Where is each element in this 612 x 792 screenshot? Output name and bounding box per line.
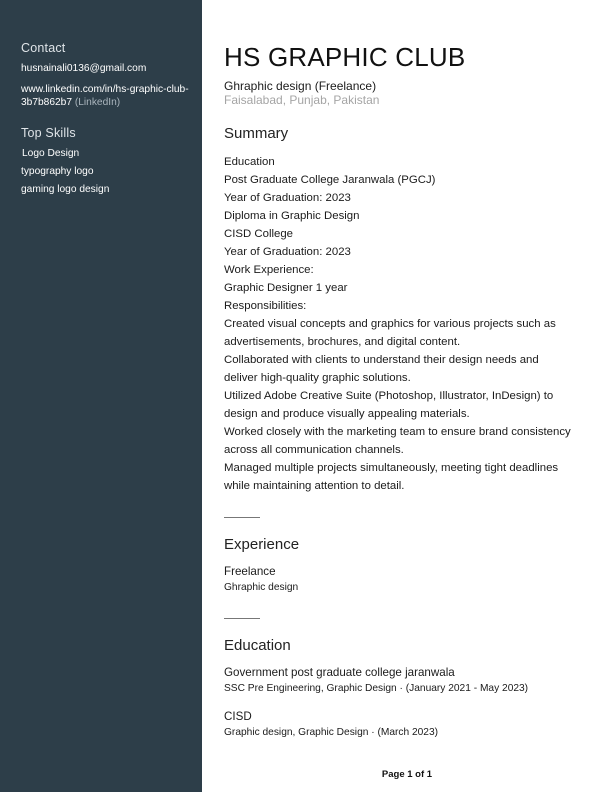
- skill-item: typography logo: [21, 166, 94, 177]
- summary-line: across all communication channels.: [224, 444, 404, 456]
- summary-body: [224, 153, 594, 495]
- experience-company: Freelance: [224, 565, 276, 578]
- summary-line: while maintaining attention to detail.: [224, 480, 405, 492]
- experience-role: Ghraphic design: [224, 582, 299, 593]
- summary-line: Managed multiple projects simultaneously, meeting tight deadlines: [224, 462, 559, 474]
- education-school: CISD: [224, 710, 252, 723]
- profile-name: HS GRAPHIC CLUB: [224, 42, 466, 72]
- experience-title: Experience: [224, 536, 300, 553]
- summary-line: Created visual concepts and graphics for various projects such as: [224, 318, 556, 330]
- summary-line: Post Graduate College Jaranwala (PGCJ): [224, 174, 436, 186]
- linkedin-label: (LinkedIn): [74, 97, 121, 108]
- summary-line: Worked closely with the marketing team to ensure brand consistency: [224, 426, 571, 438]
- summary-title: Summary: [224, 125, 289, 142]
- skill-item: Logo Design: [22, 148, 80, 159]
- linkedin-url[interactable]: www.linkedin.com/in/hs-graphic-club-3b7b862b7: [21, 84, 189, 108]
- profile-location: Faisalabad, Punjab, Pakistan: [224, 93, 380, 107]
- linkedin-link[interactable]: [21, 83, 191, 109]
- top-skills-heading: Top Skills: [21, 126, 76, 140]
- education-title: Education: [224, 637, 291, 654]
- summary-line: design and produce visually appealing materials.: [224, 408, 470, 420]
- skill-item: gaming logo design: [21, 184, 110, 195]
- section-divider: [224, 618, 260, 619]
- education-detail: SSC Pre Engineering, Graphic Design · (January 2021 - May 2023): [224, 683, 529, 694]
- summary-line: Year of Graduation: 2023: [224, 192, 351, 204]
- section-divider: [224, 517, 260, 518]
- sidebar: [0, 0, 202, 792]
- summary-line: CISD College: [224, 228, 294, 240]
- summary-line: Education: [224, 156, 275, 168]
- education-school: Government post graduate college jaranwala: [224, 666, 455, 679]
- summary-line: Work Experience:: [224, 264, 314, 276]
- page-footer: [202, 769, 612, 780]
- summary-line: Collaborated with clients to understand their design needs and: [224, 354, 539, 366]
- summary-line: deliver high-quality graphic solutions.: [224, 372, 411, 384]
- summary-line: Responsibilities:: [224, 300, 307, 312]
- summary-line: Utilized Adobe Creative Suite (Photoshop, Illustrator, InDesign) to: [224, 390, 554, 402]
- page-number: Page 1 of 1: [381, 769, 433, 780]
- summary-line: Year of Graduation: 2023: [224, 246, 351, 258]
- main-content: [224, 42, 594, 741]
- education-detail: Graphic design, Graphic Design · (March 2023): [224, 727, 439, 738]
- summary-line: Diploma in Graphic Design: [224, 210, 360, 222]
- contact-email[interactable]: husnainali0136@gmail.com: [21, 63, 147, 74]
- summary-line: advertisements, brochures, and digital content.: [224, 336, 461, 348]
- summary-line: Graphic Designer 1 year: [224, 282, 348, 294]
- profile-headline: Ghraphic design (Freelance): [224, 79, 377, 93]
- contact-heading: Contact: [21, 41, 66, 55]
